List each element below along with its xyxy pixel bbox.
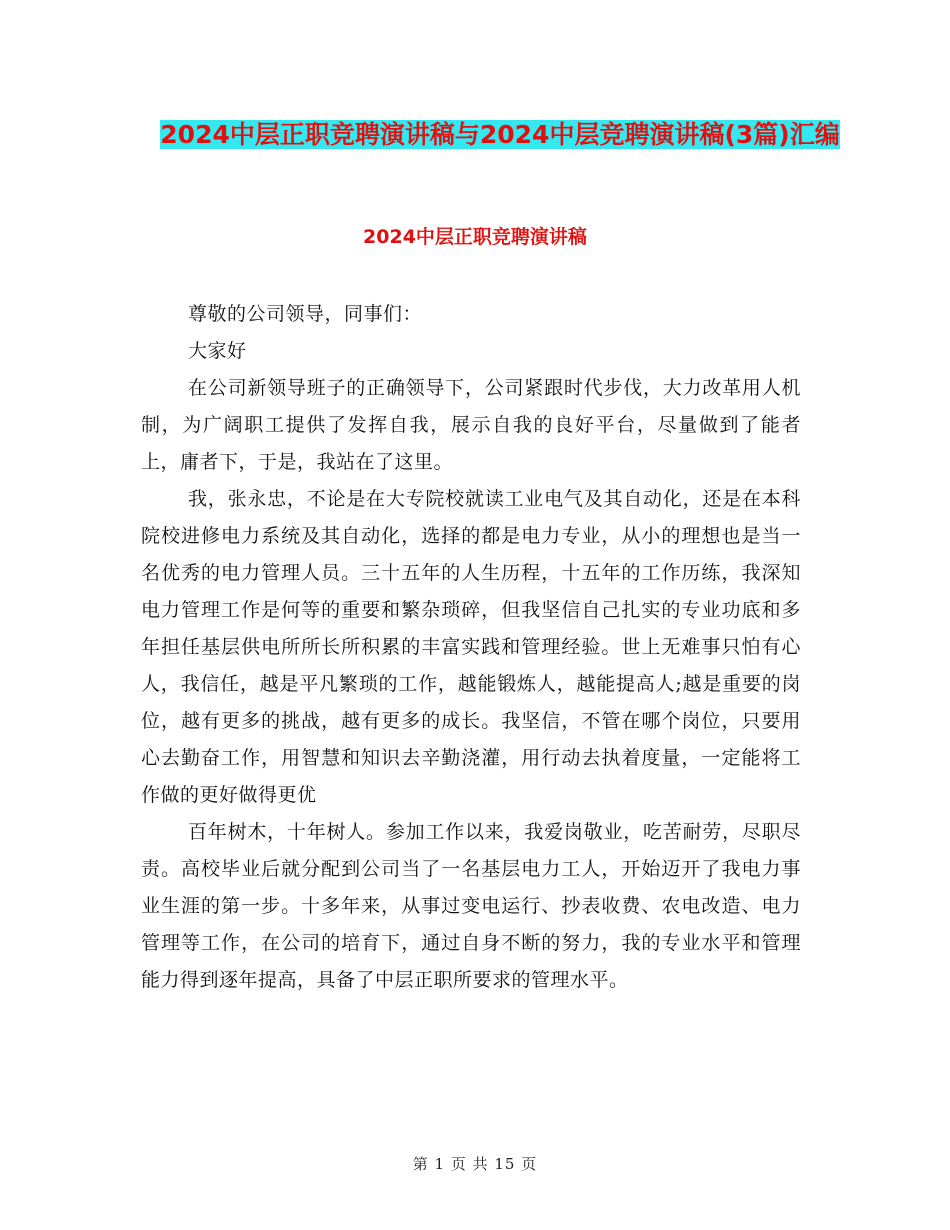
greeting-paragraph: 尊敬的公司领导，同事们：: [188, 303, 423, 325]
document-title-text: 2024中层正职竞聘演讲稿与2024中层竞聘演讲稿(3篇)汇编: [160, 120, 840, 149]
document-title: [150, 112, 850, 158]
body-paragraph: 在公司新领导班子的正确领导下，公司紧跟时代步伐，大力改革用人机制，为广阔职工提供了发挥自我，展示自我的良好平台，尽量做到了能者上，庸者下，于是，我站在了这里。: [141, 377, 801, 473]
body-paragraph: 百年树木，十年树人。参加工作以来，我爱岗敬业，吃苦耐劳，尽职尽责。高校毕业后就分配到公司当了一名基层电力工人，开始迈开了我电力事业生涯的第一步。十多年来，从事过变电运行、抄表收费、农电改造、电力管理等工作，在公司的培育下，通过自身不断的努力，我的专业水平和管理能力得到逐年提高，具备了中层正职所要求的管理水平。: [141, 821, 801, 991]
document-body: [141, 296, 801, 999]
section-title: 2024中层正职竞聘演讲稿: [363, 226, 587, 248]
body-paragraph: 我，张永忠，不论是在大专院校就读工业电气及其自动化，还是在本科院校进修电力系统及其自动化，选择的都是电力专业，从小的理想也是当一名优秀的电力管理人员。三十五年的人生历程，十五年的工作历练，我深知电力管理工作是何等的重要和繁杂琐碎，但我坚信自己扎实的专业功底和多年担任基层供电所所长所积累的丰富实践和管理经验。世上无难事只怕有心人，我信任，越是平凡繁琐的工作，越能锻炼人，越能提高人;越是重要的岗位，越有更多的挑战，越有更多的成长。我坚信，不管在哪个岗位，只要用心去勤奋工作，用智慧和知识去辛勤浇灌，用行动去执着度量，一定能将工作做的更好做得更优: [141, 488, 801, 806]
salutation-paragraph: 大家好: [188, 340, 247, 362]
page-footer: 第 1 页 共 15 页: [412, 1155, 538, 1173]
